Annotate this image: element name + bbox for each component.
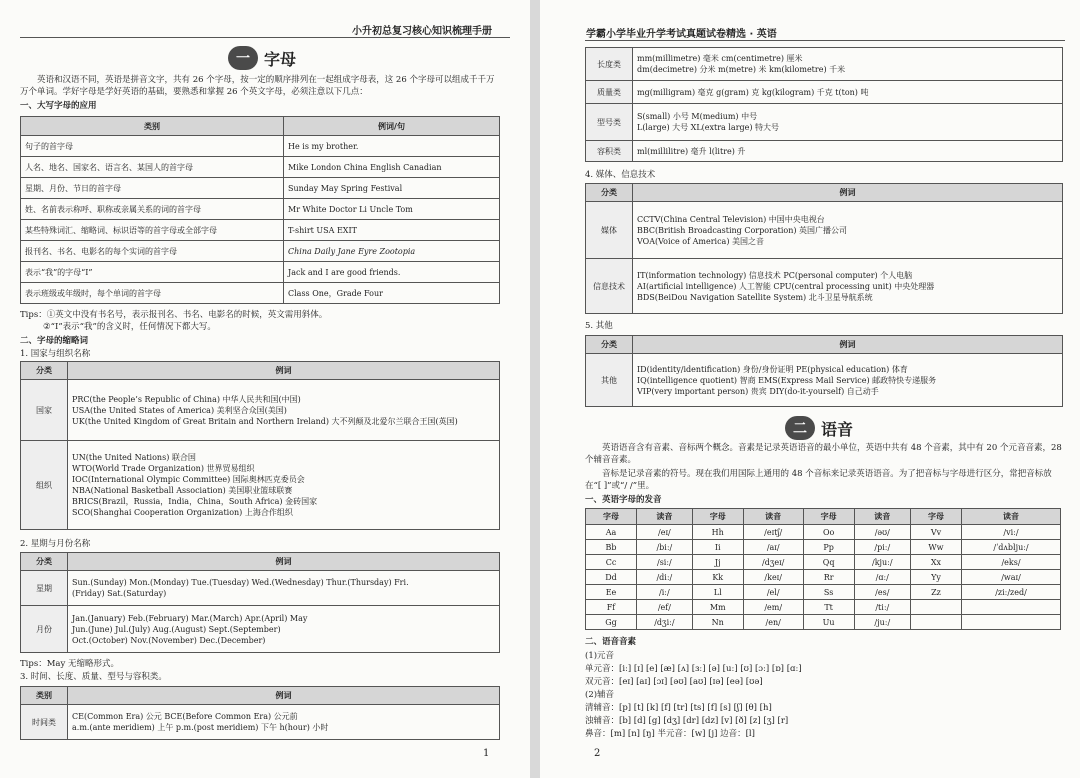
cell: 某些特殊词汇、缩略词、标识语等的首字母或全部字母 [21,220,284,241]
cell: 句子的首字母 [21,136,284,157]
entry-line: mg(milligram) 毫克 g(gram) 克 kg(kilogram) 千克 t(ton) 吨 [637,87,869,97]
table-row [586,141,1063,162]
letter-pronunciation-table [585,508,1061,630]
table-row [21,606,500,653]
entry-line: SCO(Shanghai Cooperation Organization) 上海合作组织 [72,508,293,517]
running-header: 学霸小学毕业升学考试真题试卷精选 · 英语 [586,29,777,40]
cell: /eks/ [962,555,1061,570]
column-header: 读音 [962,509,1061,525]
column-header: 读音 [743,509,803,525]
table-row [21,220,500,241]
entry-line: VOA(Voice of America) 美国之音 [637,236,764,246]
subheading: 一、英语字母的发音 [585,495,662,505]
subheading-minor: 1. 国家与组织名称 [20,349,91,359]
cell: Kk [692,570,743,585]
tips-line: ②“I”表示“我”的含义时，任何情况下都大写。 [43,322,216,332]
header-rule [585,40,1065,41]
cell: /eɪtʃ/ [743,525,803,540]
table-row [586,600,1061,615]
row-label: 月份 [21,606,68,653]
cell: 表示班级或年级时，每个单词的首字母 [21,283,284,304]
subheading-minor: 3. 时间、长度、质量、型号与容积类。 [20,672,167,682]
phoneme-heading: (1)元音 [585,651,615,661]
cell: Vv [910,525,961,540]
cell: Cc [586,555,637,570]
header-rule [20,37,510,38]
cell: 表示“我”的字母“I” [21,262,284,283]
table-row [21,178,500,199]
entry-line: PRC(the People’s Republic of China) 中华人民共和国(中国) [72,394,301,404]
cell: /waɪ/ [962,570,1061,585]
column-header: 字母 [586,509,637,525]
entry-line: ml(millilitre) 毫升 l(litre) 升 [637,146,746,156]
cell: Class One，Grade Four [284,283,500,304]
table-row [21,199,500,220]
entry-line: L(large) 大号 XL(extra large) 特大号 [637,123,780,132]
cell: T-shirt USA EXIT [284,220,500,241]
column-header: 字母 [803,509,854,525]
column-header: 读音 [854,509,910,525]
column-header: 分类 [21,362,68,380]
cell: /el/ [743,585,803,600]
subheading: 一、大写字母的应用 [20,101,97,111]
row-label: 其他 [586,354,633,407]
table-row [21,262,500,283]
entry-line: AI(artificial intelligence) 人工智能 CPU(central processing unit) 中央处理器 [637,281,935,291]
column-header: 分类 [586,336,633,354]
table-row [21,441,500,530]
cell: Jj [692,555,743,570]
cell: Gg [586,615,637,630]
column-header: 分类 [21,553,68,571]
phoneme-line: 清辅音：[p] [t] [k] [f] [tr] [ts] [f] [s] [ʃ] [θ] [h] [585,703,772,713]
column-header: 例词 [633,336,1063,354]
table-row [586,525,1061,540]
cell: Mike London China English Canadian [284,157,500,178]
table-row [21,571,500,606]
table-row [586,202,1063,259]
cell: He is my brother. [284,136,500,157]
section-number: 一 [228,46,258,70]
entry-line: WTO(World Trade Organization) 世界贸易组织 [72,464,255,473]
entry-line: CE(Common Era) 公元 BCE(Before Common Era) 公元前 [72,712,298,721]
cell: Sunday May Spring Festival [284,178,500,199]
table-row [21,157,500,178]
cell: /juː/ [854,615,910,630]
cell: /piː/ [854,540,910,555]
subheading: 二、字母的缩略词 [20,336,89,346]
row-label: 型号类 [586,104,633,141]
entry-line: (Friday) Sat.(Saturday) [72,589,167,598]
table-row [586,259,1063,314]
entry-line: CCTV(China Central Television) 中国中央电视台 [637,214,825,224]
entry-line: Jun.(June) Jul.(July) Aug.(August) Sept.(September) [72,624,281,634]
cell [910,600,961,615]
table-row [586,615,1061,630]
section-title: 语音 [821,419,854,439]
cell: /siː/ [637,555,693,570]
row-label: 长度类 [586,48,633,81]
entry-line: Jan.(January) Feb.(February) Mar.(March) Apr.(April) May [72,613,308,623]
table-row [21,283,500,304]
cell: Ss [803,585,854,600]
column-header: 字母 [692,509,743,525]
cell: Dd [586,570,637,585]
phoneme-line: 双元音：[eɪ] [aɪ] [ɔɪ] [əʊ] [aʊ] [ɪə] [eə] [ʊə] [585,677,763,687]
cell: Oo [803,525,854,540]
cell: 人名、地名、国家名、语言名、某国人的首字母 [21,157,284,178]
subheading: 二、语音音素 [585,637,637,647]
table-row [21,705,500,740]
column-header: 例词 [633,184,1063,202]
table-row [586,104,1063,141]
capitalization-table [20,116,500,304]
table-row [21,241,500,262]
table-row [586,354,1063,407]
table-row [21,380,500,441]
cell: /ef/ [637,600,693,615]
cell: /eɪ/ [637,525,693,540]
cell: China Daily Jane Eyre Zootopia [284,241,500,262]
entry-line: ID(identity/identification) 身份/身份证明 PE(physical education) 体育 [637,364,908,374]
cell: 姓、名前表示称呼、职称或亲属关系的词的首字母 [21,199,284,220]
phoneme-line: 浊辅音：[b] [d] [g] [dʒ] [dr] [dz] [v] [ð] [z] [ʒ] [r] [585,716,789,726]
cell [962,600,1061,615]
section-heading [228,46,296,70]
row-label: 星期 [21,571,68,606]
table-row [586,81,1063,104]
cell: Ll [692,585,743,600]
entry-line: IQ(intelligence quotient) 智商 EMS(Express Mail Service) 邮政特快专递服务 [637,375,937,385]
page-number: 2 [594,748,601,759]
entry-line: BRICS(Brazil，Russia，India，China，South Africa) 金砖国家 [72,497,318,506]
row-label: 组织 [21,441,68,530]
row-label: 时间类 [21,705,68,740]
entry-line: UN(the United Nations) 联合国 [72,453,196,462]
column-header: 例词/句 [284,117,500,136]
page-right [540,0,1080,778]
cell: /iː/ [637,585,693,600]
cell: Tt [803,600,854,615]
section-heading [785,416,853,440]
cell: Mr White Doctor Li Uncle Tom [284,199,500,220]
intro-paragraph: 英语和汉语不同，英语是拼音文字，共有 26 个字母，按一定的顺序排列在一起组成字母表，这 26 个字母可以组成千千万万个单词。学好字母是学好英语的基础，要熟悉和掌握 26 个英文字母，必须注意以下几点： [20,75,495,97]
subheading-minor: 4. 媒体、信息技术 [585,170,656,180]
cell: Bb [586,540,637,555]
column-header: 读音 [637,509,693,525]
column-header: 例词 [68,553,500,571]
cell: Rr [803,570,854,585]
time-table [20,686,500,740]
subheading-minor: 2. 星期与月份名称 [20,539,91,549]
section-title: 字母 [264,49,297,69]
cell: /em/ [743,600,803,615]
column-header: 类别 [21,687,68,705]
section-number: 二 [785,416,815,440]
entry-line: UK(the United Kingdom of Great Britain and Northern Ireland) 大不列颠及北爱尔兰联合王国(英国) [72,416,458,426]
entry-line: IT(information technology) 信息技术 PC(personal computer) 个人电脑 [637,270,913,280]
entry-line: BBC(British Broadcasting Corporation) 英国广播公司 [637,225,848,235]
measures-table [585,47,1063,162]
cell: /keɪ/ [743,570,803,585]
entry-line: S(small) 小号 M(medium) 中号 [637,112,758,121]
entry-line: mm(millimetre) 毫米 cm(centimetre) 厘米 [637,54,803,63]
cell: Aa [586,525,637,540]
cell: /ɑː/ [854,570,910,585]
page-number: 1 [483,748,490,759]
page-left [0,0,530,778]
cell: Jack and I are good friends. [284,262,500,283]
cell: Zz [910,585,961,600]
other-table [585,335,1063,407]
table-row [586,48,1063,81]
cell: Qq [803,555,854,570]
phoneme-line: 单元音：[iː] [ɪ] [e] [æ] [ʌ] [ɜː] [ə] [uː] [ʊ] [ɔː] [ɒ] [ɑː] [585,664,802,674]
cell: Ff [586,600,637,615]
cell: /en/ [743,615,803,630]
entry-line: Sun.(Sunday) Mon.(Monday) Tue.(Tuesday) Wed.(Wednesday) Thur.(Thursday) Fri. [72,578,409,587]
cell: /aɪ/ [743,540,803,555]
cell: /ziː/zed/ [962,585,1061,600]
row-label: 国家 [21,380,68,441]
cell: Ww [910,540,961,555]
cell: /es/ [854,585,910,600]
cell: Ee [586,585,637,600]
cell: /ˈdʌbljuː/ [962,540,1061,555]
table-row [586,540,1061,555]
row-label: 质量类 [586,81,633,104]
cell: /dʒiː/ [637,615,693,630]
entry-line: dm(decimetre) 分米 m(metre) 米 km(kilometre) 千米 [637,65,846,74]
row-label: 信息技术 [586,259,633,314]
cell: Xx [910,555,961,570]
phoneme-line: 鼻音：[m] [n] [ŋ] 半元音：[w] [j] 边音：[l] [585,729,755,739]
intro-paragraph: 音标是记录音素的符号。现在我们用国际上通用的 48 个音标来记录英语语音。为了把音标与字母进行区分，常把音标放在“[ ]”或“/ /”里。 [585,469,1052,491]
cell: Uu [803,615,854,630]
intro-paragraph: 英语语音含有音素、音标两个概念。音素是记录英语语音的最小单位，英语中共有 48 个音素，其中有 20 个元音音素，28 个辅音音素。 [585,443,1062,465]
column-header: 例词 [68,687,500,705]
cell: 星期、月份、节日的首字母 [21,178,284,199]
table-row [21,136,500,157]
cell: /kjuː/ [854,555,910,570]
cell: /dʒeɪ/ [743,555,803,570]
cell: Pp [803,540,854,555]
cell: Hh [692,525,743,540]
entry-line: NBA(National Basketball Association) 美国职业篮球联赛 [72,486,293,495]
weekdays-months-table [20,552,500,653]
cell: Ii [692,540,743,555]
entry-line: a.m.(ante meridiem) 上午 p.m.(post meridiem) 下午 h(hour) 小时 [72,723,329,732]
media-table [585,183,1063,314]
cell: /tiː/ [854,600,910,615]
cell: Nn [692,615,743,630]
cell: 报刊名、书名、电影名的每个实词的首字母 [21,241,284,262]
column-header: 类别 [21,117,284,136]
row-label: 容积类 [586,141,633,162]
cell: /biː/ [637,540,693,555]
tips-line: Tips：①英文中没有书名号，表示报刊名、书名、电影名的时候，英文需用斜体。 [20,310,328,320]
organizations-table [20,361,500,530]
phoneme-heading: (2)辅音 [585,690,615,700]
table-row [586,570,1061,585]
entry-line: USA(the United States of America) 美利坚合众国(美国) [72,405,287,415]
cell: Yy [910,570,961,585]
cell [910,615,961,630]
subheading-minor: 5. 其他 [585,321,613,331]
table-row [586,555,1061,570]
cell: /əʊ/ [854,525,910,540]
entry-line: IOC(International Olympic Committee) 国际奥林匹克委员会 [72,475,305,484]
cell: Mm [692,600,743,615]
column-header: 例词 [68,362,500,380]
cell: /diː/ [637,570,693,585]
running-header: 小升初总复习核心知识梳理手册 [352,26,492,37]
row-label: 媒体 [586,202,633,259]
column-header: 字母 [910,509,961,525]
entry-line: Oct.(October) Nov.(November) Dec.(December) [72,635,266,645]
tips-line: Tips：May 无缩略形式。 [20,659,119,669]
entry-line: BDS(BeiDou Navigation Satellite System) 北斗卫星导航系统 [637,292,873,302]
column-header: 分类 [586,184,633,202]
cell: /viː/ [962,525,1061,540]
cell [962,615,1061,630]
table-row [586,585,1061,600]
entry-line: VIP(very important person) 贵宾 DIY(do-it-yourself) 自己动手 [637,386,879,396]
